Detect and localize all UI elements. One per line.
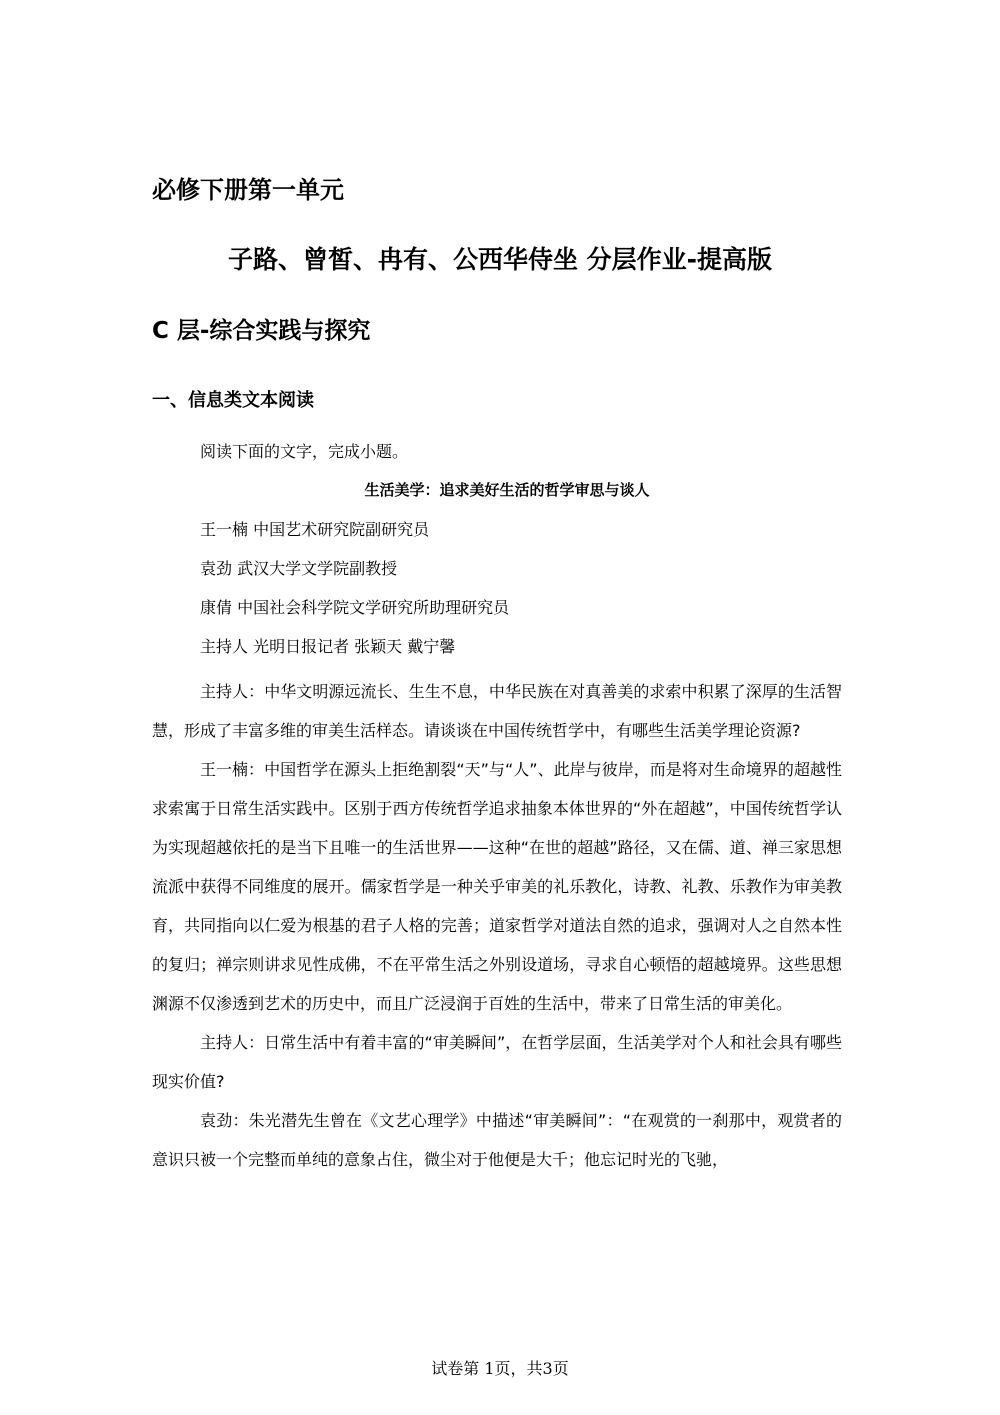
document-title: 子路、曾皙、冉有、公西华侍坐 分层作业-提高版 bbox=[227, 245, 773, 274]
page-number-footer: 试卷第 1页，共3页 bbox=[431, 1359, 569, 1378]
layer-title: C 层-综合实践与探究 bbox=[152, 318, 371, 344]
article-title: 生活美学：追求美好生活的哲学审思与谈人 bbox=[364, 481, 650, 499]
article-paragraph: 王一楠：中国哲学在源头上拒绝割裂“天”与“人”、此岸与彼岸，而是将对生命境界的超越性求索寓于日常生活实践中。区别于西方传统哲学追求抽象本体世界的“外在超越”，中国传统哲学认为实现超越依托的是当下且唯一的生活世界——这种“在世的超越”路径，又在儒、道、禅三家思想流派中获得不同维度的展开。儒家哲学是一种关乎审美的礼乐教化，诗教、礼教、乐教作为审美教育，共同指向以仁爱为根基的君子人格的完善；道家哲学对道法自然的追求，强调对人之自然本性的复归；禅宗则讲求见性成佛，不在平常生活之外别设道场，寻求自心顿悟的超越境界。这些思想渊源不仅渗透到艺术的历史中，而且广泛浸润于百姓的生活中，带来了日常生活的审美化。 bbox=[152, 760, 842, 1013]
unit-title: 必修下册第一单元 bbox=[152, 176, 344, 204]
reading-instruction: 阅读下面的文字，完成小题。 bbox=[200, 442, 409, 461]
article-paragraph: 主持人：日常生活中有着丰富的“审美瞬间”，在哲学层面，生活美学对个人和社会具有哪些现实价值? bbox=[152, 1033, 842, 1091]
section-title: 一、信息类文本阅读 bbox=[152, 390, 314, 411]
article-paragraph: 主持人：中华文明源远流长、生生不息，中华民族在对真善美的求索中积累了深厚的生活智慧，形成了丰富多维的审美生活样态。请谈谈在中国传统哲学中，有哪些生活美学理论资源? bbox=[152, 682, 842, 740]
reading-passage bbox=[152, 438, 842, 1179]
participant-line: 王一楠 中国艺术研究院副研究员 bbox=[200, 520, 430, 539]
participant-line: 袁劲 武汉大学文学院副教授 bbox=[200, 559, 398, 578]
participant-line: 康倩 中国社会科学院文学研究所助理研究员 bbox=[200, 598, 510, 617]
participant-line: 主持人 光明日报记者 张颖天 戴宁馨 bbox=[200, 637, 456, 656]
article-paragraph: 袁劲：朱光潜先生曾在《文艺心理学》中描述“审美瞬间”：“在观赏的一刹那中，观赏者的意识只被一个完整而单纯的意象占住，微尘对于他便是大千；他忘记时光的飞驰， bbox=[152, 1111, 842, 1169]
